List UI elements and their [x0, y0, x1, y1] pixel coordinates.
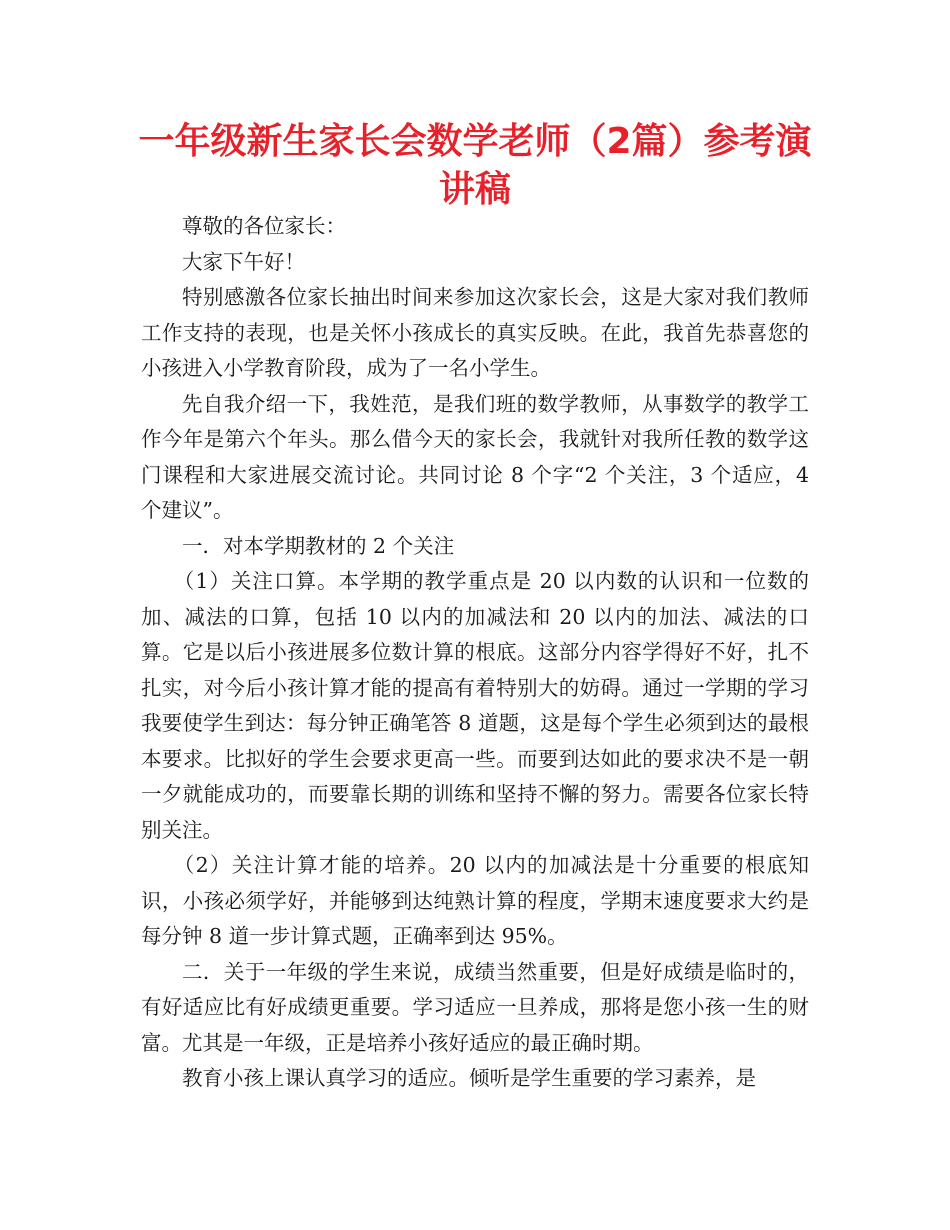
listening-habit-paragraph: 教育小孩上课认真学习的适应。倾听是学生重要的学习素养，是: [182, 1066, 756, 1090]
mental-arithmetic-paragraph: （1）关注口算。本学期的教学重点是 20 以内数的认识和一位数的加、减法的口算，包括 10 以内的加减法和 20 以内的加法、减法的口算。它是以后小孩进展多位数计算的根底。这部分内容学得好不好，扎不扎实，对今后小孩计算才能的提高有着特别大的妨碍。通过一学期的学习我要使学生到达：每分钟正确笔答 8 道题，这是每个学生必须到达的最根本要求。比拟好的学生会要求更高一些。而要到达如此的要求决不是一朝一夕就能成功的，而要靠长期的训练和坚持不懈的努力。需要各位家长特别关注。: [141, 569, 809, 842]
document-body: [141, 209, 809, 1097]
salutation-paragraph: 大家下午好！: [182, 249, 305, 274]
calculation-ability-paragraph: （2）关注计算才能的培养。20 以内的加减法是十分重要的根底知识，小孩必须学好，并能够到达纯熟计算的程度，学期末速度要求大约是每分钟 8 道一步计算式题，正确率到达 95%。: [141, 853, 809, 948]
introduction-paragraph: 先自我介绍一下，我姓范，是我们班的数学教师，从事数学的教学工作今年是第六个年头。那么借今天的家长会，我就针对我所任教的数学这门课程和大家进展交流讨论。共同讨论 8 个字“2 个关注，3 个适应，4 个建议”。: [141, 391, 809, 522]
thanks-paragraph: 特别感激各位家长抽出时间来参加这次家长会，这是大家对我们教师工作支持的表现，也是关怀小孩成长的真实反映。在此，我首先恭喜您的小孩进入小学教育阶段，成为了一名小学生。: [141, 285, 809, 380]
section-heading-one: 一．对本学期教材的 2 个关注: [182, 533, 455, 558]
document-title: 一年级新生家长会数学老师（2篇）参考演讲稿: [138, 121, 812, 210]
section-two-paragraph: 二．关于一年级的学生来说，成绩当然重要，但是好成绩是临时的，有好适应比有好成绩更重要。学习适应一旦养成，那将是您小孩一生的财富。尤其是一年级，正是培养小孩好适应的最正确时期。: [141, 959, 809, 1055]
greeting-paragraph: 尊敬的各位家长：: [182, 214, 346, 238]
